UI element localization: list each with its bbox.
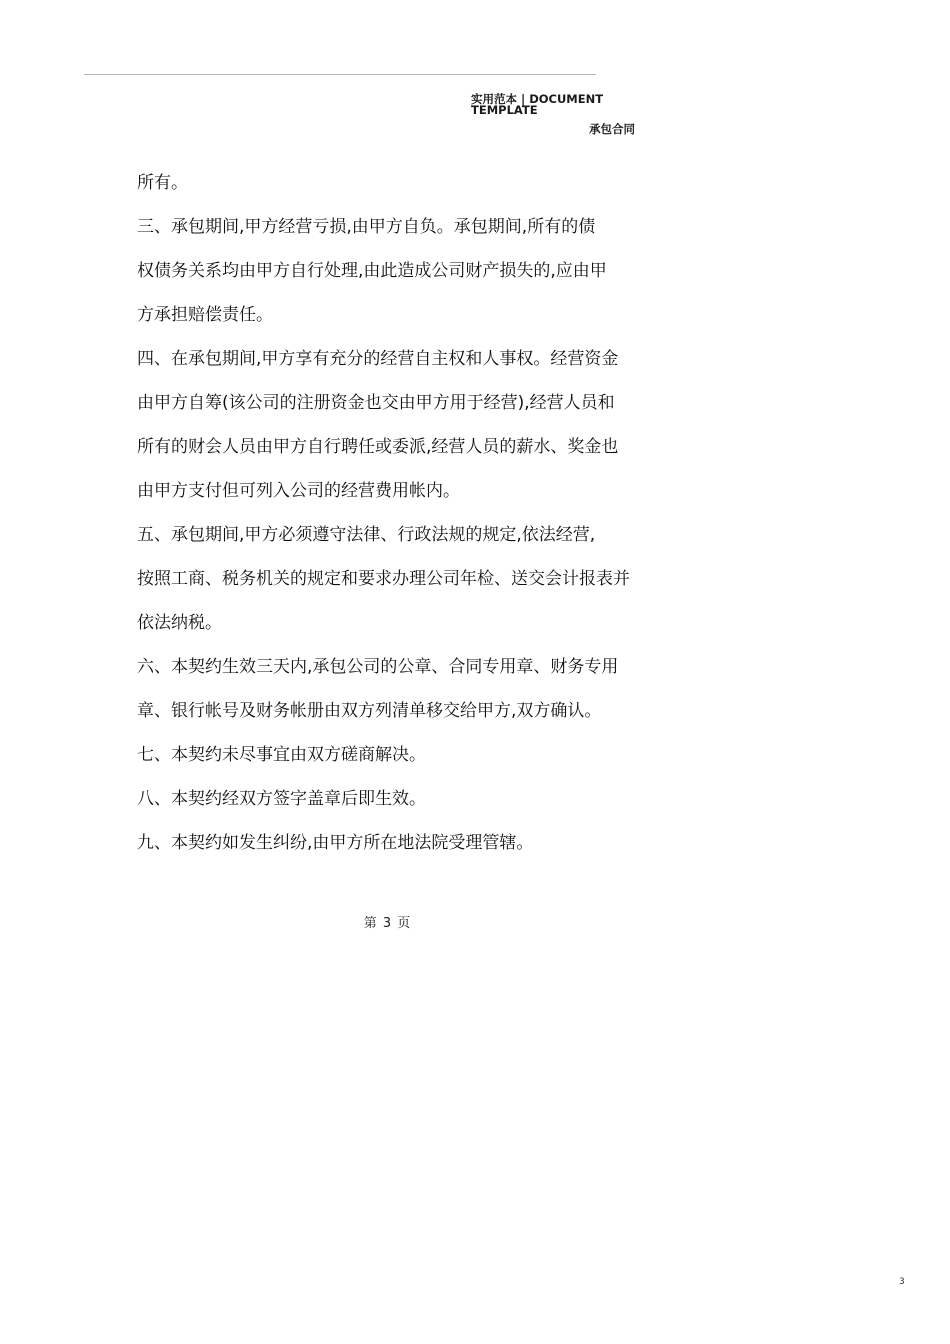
- body-line: 六、本契约生效三天内,承包公司的公章、合同专用章、财务专用: [137, 657, 619, 677]
- body-line: 七、本契约未尽事宜由双方磋商解决。: [137, 745, 426, 765]
- header-rule: [84, 74, 596, 75]
- body-line: 八、本契约经双方签字盖章后即生效。: [137, 789, 426, 809]
- page-footer: 第 3 页: [363, 916, 412, 931]
- body-line: 方承担赔偿责任。: [137, 305, 273, 325]
- page-number: 3: [899, 1277, 905, 1287]
- body-line: 所有的财会人员由甲方自行聘任或委派,经营人员的薪水、奖金也: [137, 437, 619, 457]
- body-line: 所有。: [137, 173, 188, 193]
- body-line: 五、承包期间,甲方必须遵守法律、行政法规的规定,依法经营,: [137, 525, 596, 545]
- body-line: 权债务关系均由甲方自行处理,由此造成公司财产损失的,应由甲: [137, 261, 607, 281]
- body-line: 九、本契约如发生纠纷,由甲方所在地法院受理管辖。: [137, 833, 534, 853]
- body-line: 四、在承包期间,甲方享有充分的经营自主权和人事权。经营资金: [137, 349, 619, 369]
- body-line: 按照工商、税务机关的规定和要求办理公司年检、送交会计报表并: [137, 569, 630, 589]
- body-line: 三、承包期间,甲方经营亏损,由甲方自负。承包期间,所有的债: [137, 217, 596, 237]
- document-title: 承包合同: [589, 122, 635, 136]
- body-line: 由甲方支付但可列入公司的经营费用帐内。: [137, 481, 460, 501]
- contract-body: [137, 161, 657, 865]
- body-line: 由甲方自筹(该公司的注册资金也交由甲方用于经营),经营人员和: [137, 393, 615, 413]
- header-tag: 实用范本 | DOCUMENT TEMPLATE: [471, 92, 604, 117]
- body-line: 依法纳税。: [137, 613, 222, 633]
- body-line: 章、银行帐号及财务帐册由双方列清单移交给甲方,双方确认。: [137, 701, 602, 721]
